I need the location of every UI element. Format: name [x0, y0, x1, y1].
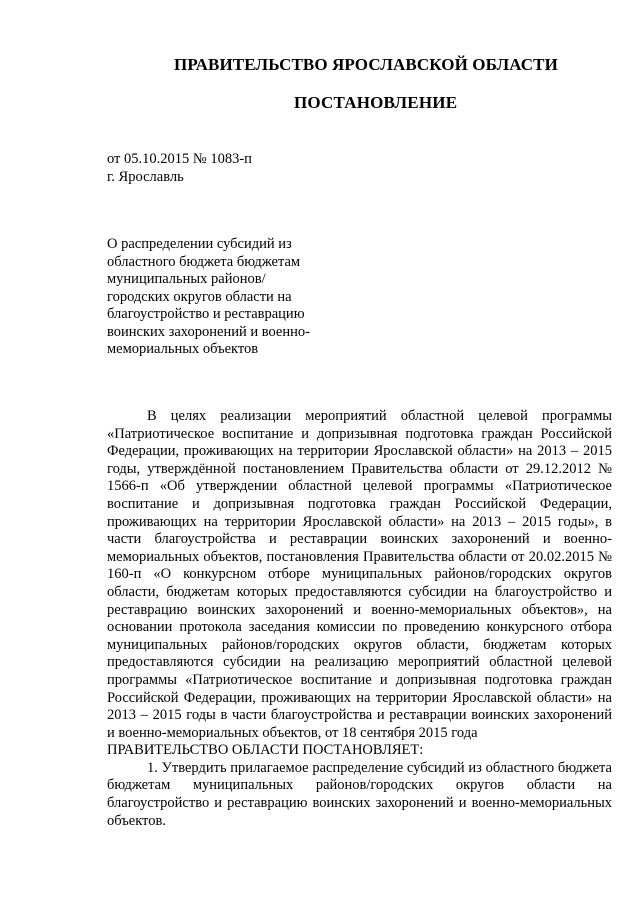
place: г. Ярославль [107, 169, 184, 185]
resolves-heading: ПРАВИТЕЛЬСТВО ОБЛАСТИ ПОСТАНОВЛЯЕТ: [107, 742, 424, 759]
document-body [107, 408, 612, 830]
subject-line: благоустройство и реставрацию [107, 306, 305, 322]
document-meta [107, 150, 252, 186]
subject-line: воинских захоронений и военно- [107, 323, 310, 340]
preamble-paragraph: В целях реализации мероприятий областной целевой программы «Патриотическое воспитание и допризывная подготовка граждан Российской Федерации, проживающих на территории Ярославской области» на 2013 – 2015 годы, утверждённой постановлением Правительства области от 29.12.2012 № 1566-п «Об утверждении областной целевой программы «Патриотическое воспитание и допризывная подготовка граждан Российской Федерации, проживающих на территории Ярославской области» на 2013 – 2015 годы», в части благоустройства и реставрации воинских захоронений и военно-мемориальных объектов, постановления Правительства области от 20.02.2015 № 160-п «О конкурсном отборе муниципальных районов/городских округов области, бюджетам которых предоставляются субсидии на благоустройство и реставрацию воинских захоронений и военно-мемориальных объектов», на основании протокола заседания комиссии по проведению конкурсного отбора муниципальных районов/городских округов области, бюджетам которых предоставляются субсидии на реализацию мероприятий областной целевой программы «Патриотическое воспитание и допризывная подготовка граждан Российской Федерации, проживающих на территории Ярославской области» на 2013 – 2015 годы в части благоустройства и реставрации воинских захоронений и военно-мемориальных объектов, от 18 сентября 2015 года [107, 408, 612, 741]
subject-line: мемориальных объектов [107, 341, 259, 357]
subject-line: областного бюджета бюджетам [107, 253, 301, 270]
issuing-authority: ПРАВИТЕЛЬСТВО ЯРОСЛАВСКОЙ ОБЛАСТИ [174, 55, 558, 74]
subject-line: городских округов области на [107, 288, 292, 305]
subject-line: О распределении субсидий из [107, 236, 292, 252]
document-subject [107, 236, 322, 359]
date-and-number: от 05.10.2015 № 1083-п [107, 151, 252, 167]
clause-1: 1. Утвердить прилагаемое распределение субсидий из областного бюджета бюджетам муниципальных районов/городских округов области на благоустройство и реставрацию воинских захоронений и военно-мемориальных объектов. [107, 759, 612, 829]
document-type: ПОСТАНОВЛЕНИЕ [294, 93, 458, 112]
subject-line: муниципальных районов/ [107, 271, 266, 287]
